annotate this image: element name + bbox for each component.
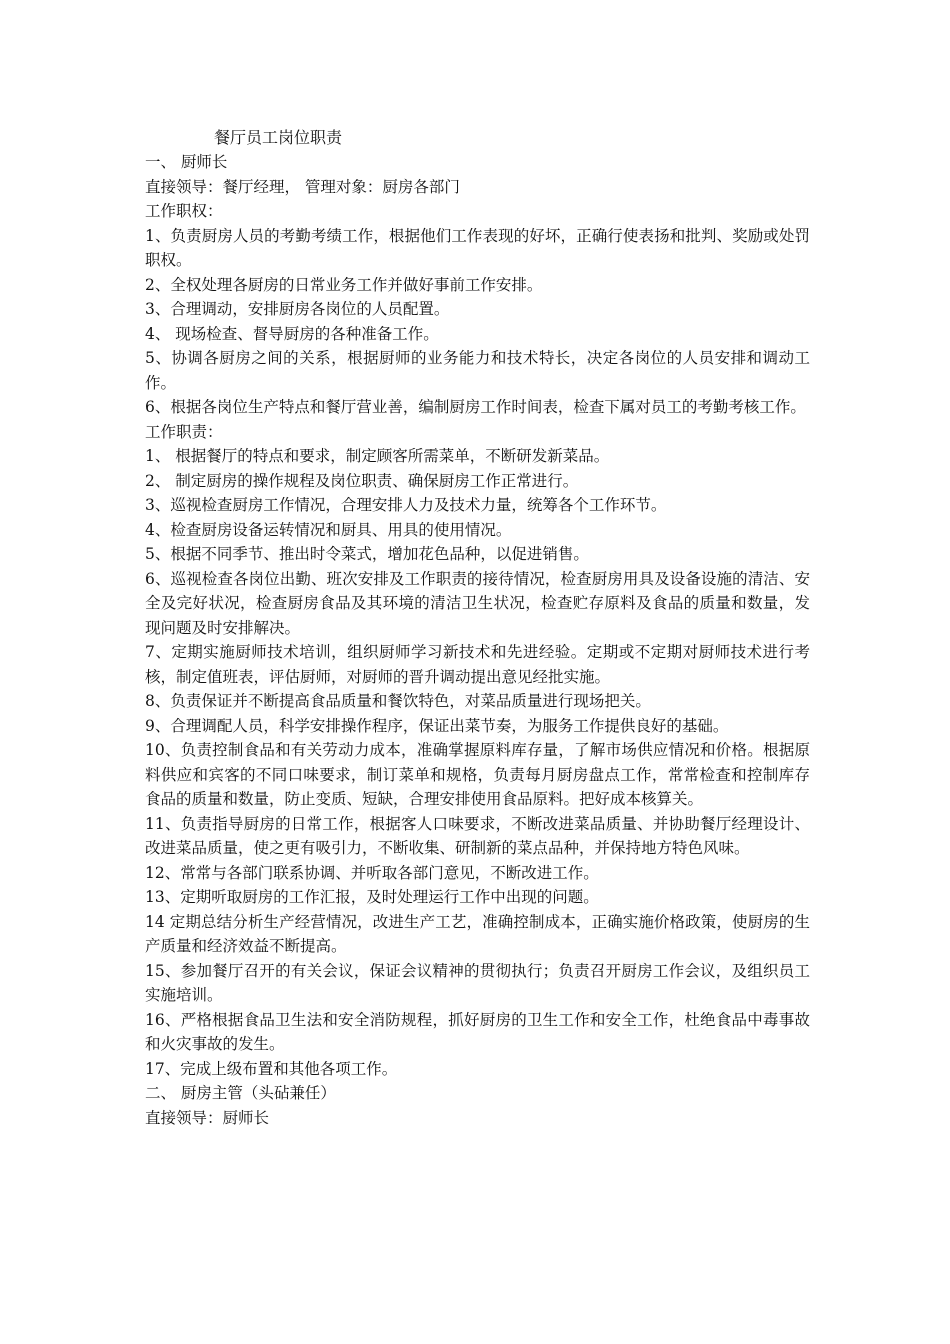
authority-item-6: 6、根据各岗位生产特点和餐厅营业善，编制厨房工作时间表，检查下属对员工的考勤考核工作。 — [145, 398, 806, 416]
reporting-line-supervisor: 直接领导：厨师长 — [145, 1108, 270, 1127]
subheading-authority: 工作职权： — [145, 202, 223, 220]
reporting-line: 直接领导：餐厅经理， 管理对象：厨房各部门 — [145, 177, 460, 196]
authority-item-4: 4、 现场检查、督导厨房的各种准备工作。 — [145, 324, 439, 343]
document-title: 餐厅员工岗位职责 — [214, 128, 343, 147]
duty-item-7: 7、定期实施厨师技术培训，组织厨师学习新技术和先进经验。定期或不定期对厨师技术进行考核，制定值班表，评估厨师，对厨师的晋升调动提出意见经批实施。 — [145, 643, 810, 686]
duty-item-11: 11、负责指导厨房的日常工作，根据客人口味要求，不断改进菜品质量、并协助餐厅经理设计、改进菜品质量，使之更有吸引力，不断收集、研制新的菜点品种，并保持地方特色风味。 — [145, 814, 810, 857]
duty-item-13: 13、定期听取厨房的工作汇报，及时处理运行工作中出现的问题。 — [145, 888, 599, 906]
duty-item-4: 4、检查厨房设备运转情况和厨具、用具的使用情况。 — [145, 520, 512, 539]
duty-item-1: 1、 根据餐厅的特点和要求，制定顾客所需菜单，不断研发新菜品。 — [145, 447, 610, 465]
duty-item-2: 2、 制定厨房的操作规程及岗位职责、确保厨房工作正常进行。 — [145, 471, 579, 490]
duty-item-16: 16、严格根据食品卫生法和安全消防规程，抓好厨房的卫生工作和安全工作，杜绝食品中毒事故和火灾事故的发生。 — [145, 1010, 810, 1053]
duty-item-12: 12、常常与各部门联系协调、并听取各部门意见，不断改进工作。 — [145, 863, 599, 882]
authority-item-5: 5、协调各厨房之间的关系，根据厨师的业务能力和技术特长，决定各岗位的人员安排和调动工作。 — [145, 349, 810, 392]
duty-item-3: 3、巡视检查厨房工作情况，合理安排人力及技术力量，统筹各个工作环节。 — [145, 496, 667, 514]
section-heading-kitchen-supervisor: 二、 厨房主管（头砧兼任） — [145, 1084, 336, 1102]
duty-item-17: 17、完成上级布置和其他各项工作。 — [145, 1059, 398, 1078]
authority-item-1: 1、负责厨房人员的考勤考绩工作，根据他们工作表现的好坏，正确行使表扬和批判、奖励或处罚职权。 — [145, 226, 810, 269]
section-heading-chef: 一、 厨师长 — [145, 153, 228, 171]
duty-item-9: 9、合理调配人员，科学安排操作程序，保证出菜节奏，为服务工作提供良好的基础。 — [145, 716, 729, 735]
duty-item-14: 14 定期总结分析生产经营情况，改进生产工艺，准确控制成本，正确实施价格政策，使厨房的生产质量和经济效益不断提高。 — [145, 912, 810, 955]
duty-item-5: 5、根据不同季节、推出时令菜式，增加花色品种，以促进销售。 — [145, 545, 589, 563]
authority-item-3: 3、合理调动，安排厨房各岗位的人员配置。 — [145, 300, 450, 318]
duty-item-15: 15、参加餐厅召开的有关会议，保证会议精神的贯彻执行；负责召开厨房工作会议，及组织员工实施培训。 — [145, 961, 810, 1004]
document-body — [145, 126, 810, 1130]
duty-item-8: 8、负责保证并不断提高食品质量和餐饮特色，对菜品质量进行现场把关。 — [145, 692, 651, 710]
authority-item-2: 2、全权处理各厨房的日常业务工作并做好事前工作安排。 — [145, 275, 543, 294]
duty-item-10: 10、负责控制食品和有关劳动力成本，准确掌握原料库存量，了解市场供应情况和价格。根据原料供应和宾客的不同口味要求，制订菜单和规格，负责每月厨房盘点工作，常常检查和控制库存食品的质量和数量，防止变质、短缺，合理安排使用食品原料。把好成本核算关。 — [145, 741, 810, 808]
duty-item-6: 6、巡视检查各岗位出勤、班次安排及工作职责的接待情况，检查厨房用具及设备设施的清洁、安全及完好状况，检查厨房食品及其环境的清洁卫生状况，检查贮存原料及食品的质量和数量，发现问题及时安排解决。 — [145, 569, 810, 637]
subheading-duties: 工作职责： — [145, 422, 223, 441]
